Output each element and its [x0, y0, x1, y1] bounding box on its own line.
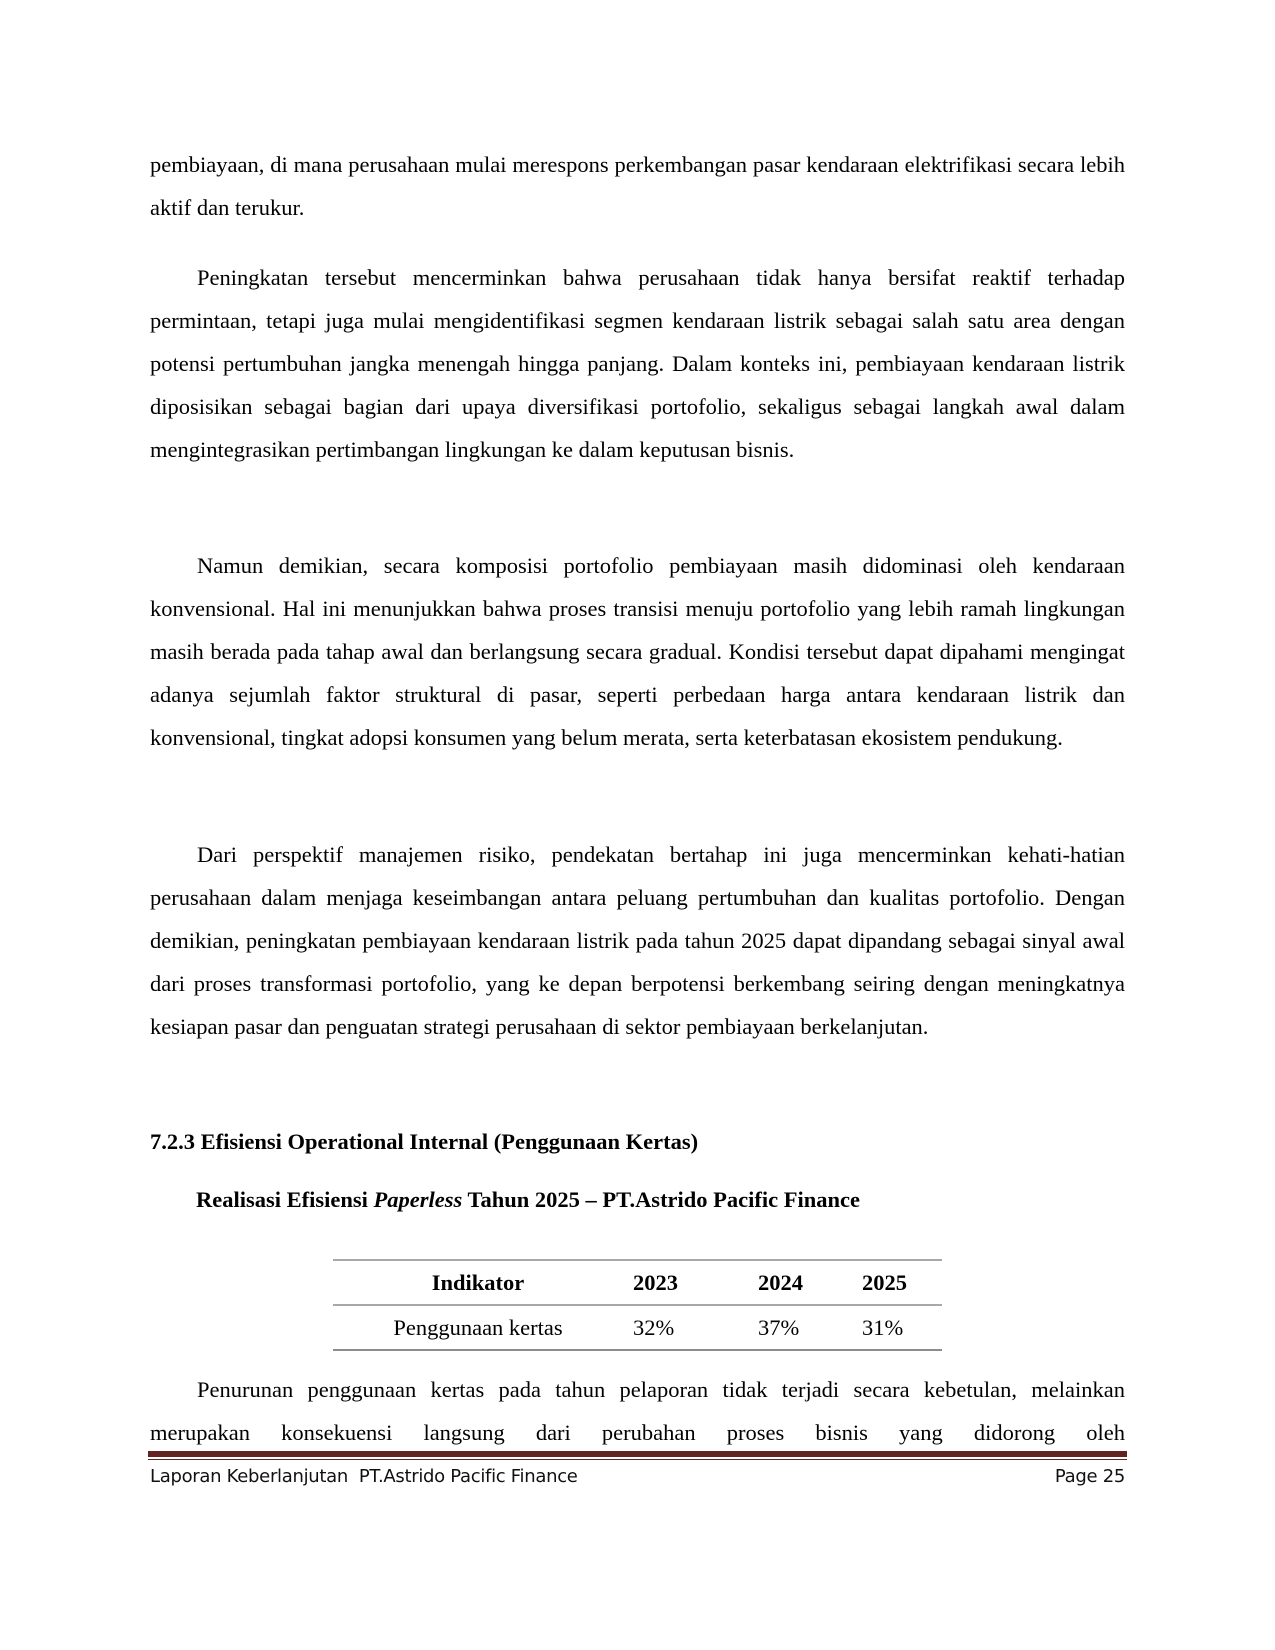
paragraph-paper-reduction [150, 1368, 1125, 1454]
paragraph-text: Penurunan penggunaan kertas pada tahun pelaporan tidak terjadi secara kebetulan, melainkan merupakan konsekuensi langsung dari perubahan proses bisnis yang didorong oleh [150, 1377, 1125, 1445]
table-title-suffix: Tahun 2025 – PT.Astrido Pacific Finance [462, 1187, 861, 1212]
header-2025: 2025 [862, 1269, 907, 1295]
cell-2025: 31% [862, 1314, 904, 1340]
table-title-prefix: Realisasi Efisiensi [196, 1187, 374, 1212]
footer-rule-thick [148, 1451, 1127, 1457]
paragraph-text: Peningkatan tersebut mencerminkan bahwa perusahaan tidak hanya bersifat reaktif terhadap permintaan, tetapi juga mulai mengidentifikasi segmen kendaraan listrik sebagai salah satu area dengan potensi pertumbuhan jangka menengah hingga panjang. Dalam konteks ini, pembiayaan kendaraan listrik diposisikan sebagai bagian dari upaya diversifikasi portofolio, sekaligus sebagai langkah awal dalam mengintegrasikan pertimbangan lingkungan ke dalam keputusan bisnis. [150, 265, 1125, 462]
footer-report-title: Laporan Keberlanjutan PT.Astrido Pacific Finance [150, 1466, 578, 1487]
table-row [333, 1305, 942, 1350]
paragraph-risk-management [150, 833, 1125, 1048]
paper-usage-table [333, 1259, 942, 1351]
header-2024: 2024 [758, 1269, 803, 1295]
header-2023: 2023 [633, 1269, 678, 1295]
table-header-row [333, 1260, 942, 1305]
page-number: Page 25 [1054, 1466, 1125, 1487]
cell-2023: 32% [633, 1314, 675, 1340]
paragraph-text: Dari perspektif manajemen risiko, pendekatan bertahap ini juga mencerminkan kehati-hatian perusahaan dalam menjaga keseimbangan antara peluang pertumbuhan dan kualitas portofolio. Dengan demikian, peningkatan pembiayaan kendaraan listrik pada tahun 2025 dapat dipandang sebagai sinyal awal dari proses transformasi portofolio, yang ke depan berpotensi berkembang seiring dengan meningkatnya kesiapan pasar dan penguatan strategi perusahaan di sektor pembiayaan berkelanjutan. [150, 842, 1125, 1039]
cell-2024: 37% [758, 1314, 800, 1340]
paragraph-text: pembiayaan, di mana perusahaan mulai merespons perkembangan pasar kendaraan elektrifikasi secara lebih aktif dan terukur. [150, 152, 1125, 220]
paragraph-portfolio-composition [150, 544, 1125, 759]
table-title-italic: Paperless [373, 1187, 463, 1212]
paragraph-text: Namun demikian, secara komposisi portofolio pembiayaan masih didominasi oleh kendaraan konvensional. Hal ini menunjukkan bahwa proses transisi menuju portofolio yang lebih ramah lingkungan masih berada pada tahap awal dan berlangsung secara gradual. Kondisi tersebut dapat dipahami mengingat adanya sejumlah faktor struktural di pasar, seperti perbedaan harga antara kendaraan listrik dan konvensional, tingkat adopsi konsumen yang belum merata, serta keterbatasan ekosistem pendukung. [150, 553, 1125, 750]
cell-indicator: Penggunaan kertas [393, 1314, 563, 1340]
paragraph-continuation [150, 143, 1125, 229]
section-heading: 7.2.3 Efisiensi Operational Internal (Penggunaan Kertas) [150, 1129, 699, 1154]
page-footer [150, 1463, 1125, 1491]
table-title [196, 1184, 860, 1216]
paragraph-ev-growth [150, 256, 1125, 471]
header-indikator: Indikator [431, 1269, 525, 1295]
footer-rule-thin [148, 1459, 1127, 1460]
